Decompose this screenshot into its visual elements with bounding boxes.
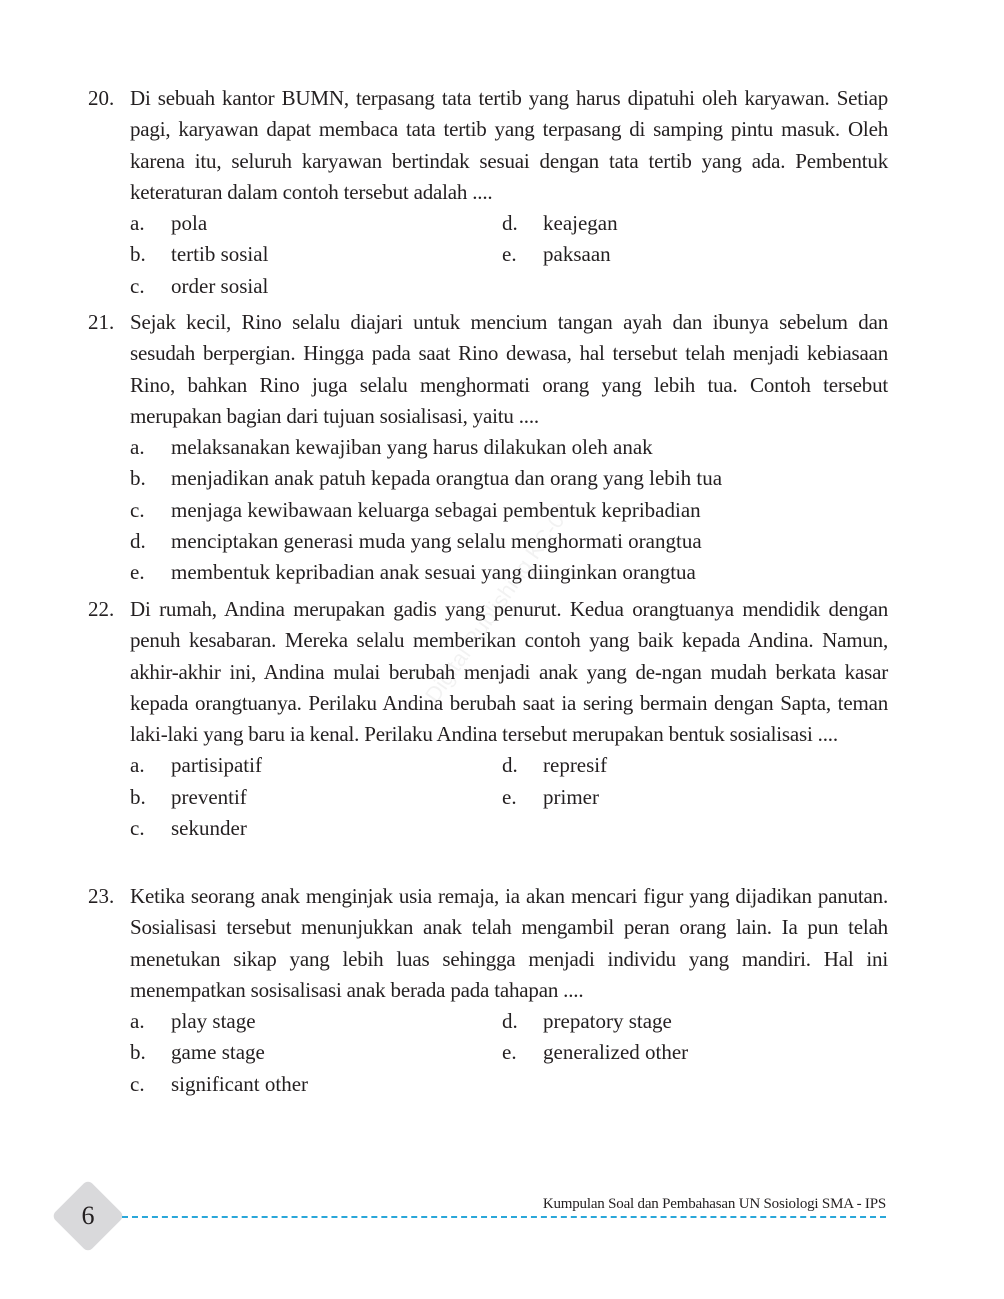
question-text: Ketika seorang anak menginjak usia remaja, ia akan mencari figur yang dijadikan panutan. Sosialisasi tersebut menunjukkan anak telah mengambil peran orang lain. Ia pun telah menetukan sikap yang lebih luas sehingga menjadi individu yang mandiri. Hal ini menempatkan sosisalisasi anak berada pada tahapan .... — [130, 884, 888, 1002]
option-a — [130, 750, 502, 781]
option-c — [130, 1069, 502, 1100]
option-b — [130, 239, 502, 270]
option-e — [130, 557, 888, 588]
option-letter: e. — [130, 560, 145, 585]
option-letter: d. — [502, 753, 518, 778]
option-a — [130, 432, 888, 463]
option-text: significant other — [171, 1071, 309, 1096]
option-d — [502, 750, 888, 781]
option-d — [502, 1006, 888, 1037]
question-number: 22. — [88, 597, 115, 621]
option-text: membentuk kepribadian anak sesuai yang diinginkan orangtua — [171, 560, 696, 585]
option-e — [502, 239, 888, 270]
option-a — [130, 1006, 502, 1037]
option-b — [130, 782, 502, 813]
question-number: 23. — [88, 884, 115, 908]
footer-dashed-divider — [122, 1216, 886, 1218]
option-text: menciptakan generasi muda yang selalu menghormati orangtua — [171, 529, 702, 554]
option-letter: d. — [130, 529, 146, 554]
question-20 — [88, 83, 888, 302]
option-e — [502, 782, 888, 813]
option-c — [130, 495, 888, 526]
option-c — [130, 271, 502, 302]
question-number: 21. — [88, 310, 115, 334]
option-c — [130, 813, 502, 844]
option-d — [130, 526, 888, 557]
options — [130, 208, 888, 302]
options — [130, 432, 888, 588]
option-letter: c. — [130, 497, 145, 522]
option-text: sekunder — [171, 816, 247, 841]
option-letter: e. — [502, 784, 517, 809]
option-letter: c. — [130, 273, 145, 298]
option-text: order sosial — [171, 273, 269, 298]
option-text: pola — [171, 211, 208, 236]
question-21 — [88, 307, 888, 589]
question-23 — [88, 881, 888, 1100]
option-text: menjaga kewibawaan keluarga sebagai pembentuk kepribadian — [171, 497, 701, 522]
question-text: Di rumah, Andina merupakan gadis yang penurut. Kedua orangtuanya mendidik dengan penuh kesabaran. Mereka selalu memberikan contoh yang baik kepada Andina. Namun, akhir-akhir ini, Andina mulai berubah menjadi anak yang de-ngan mudah berkata kasar kepada orangtuanya. Perilaku Andina berubah saat ia sering bermain dengan Sapta, teman laki-laki yang baru ia kenal. Perilaku Andina tersebut merupakan bentuk sosialisasi .... — [130, 597, 888, 747]
option-letter: c. — [130, 1071, 145, 1096]
question-22 — [88, 594, 888, 844]
option-b — [130, 1037, 502, 1068]
option-letter: c. — [130, 816, 145, 841]
book-title: Kumpulan Soal dan Pembahasan UN Sosiologi SMA - IPS — [542, 1196, 886, 1212]
option-text: menjadikan anak patuh kepada orangtua dan orang yang lebih tua — [171, 466, 723, 491]
options — [130, 750, 888, 844]
option-letter: a. — [130, 211, 145, 236]
option-text: keajegan — [543, 211, 618, 236]
option-letter: b. — [130, 1040, 146, 1065]
option-text: game stage — [171, 1040, 265, 1065]
watermark: Digital Publishing KC-02 — [419, 498, 577, 708]
option-text: melaksanakan kewajiban yang harus dilakukan oleh anak — [171, 435, 653, 460]
options — [130, 1006, 888, 1100]
option-text: play stage — [171, 1009, 256, 1034]
option-text: tertib sosial — [171, 242, 269, 267]
option-e — [502, 1037, 888, 1068]
option-text: preventif — [171, 784, 247, 809]
option-letter: a. — [130, 753, 145, 778]
option-letter: a. — [130, 435, 145, 460]
option-text: prepatory stage — [543, 1009, 672, 1034]
option-text: represif — [543, 753, 608, 778]
option-letter: b. — [130, 466, 146, 491]
option-letter: e. — [502, 1040, 517, 1065]
option-d — [502, 208, 888, 239]
question-text: Di sebuah kantor BUMN, terpasang tata tertib yang harus dipatuhi oleh karyawan. Setiap pagi, karyawan dapat membaca tata tertib yang terpasang di samping pintu masuk. Oleh karena itu, seluruh karyawan bertindak sesuai dengan tata tertib yang ada. Pembentuk keteraturan dalam contoh tersebut adalah .... — [130, 86, 888, 204]
page-number: 6 — [81, 1201, 95, 1230]
option-text: primer — [543, 784, 599, 809]
option-text: partisipatif — [171, 753, 262, 778]
question-number: 20. — [88, 86, 115, 110]
option-text: generalized other — [543, 1040, 689, 1065]
option-letter: d. — [502, 1009, 518, 1034]
option-letter: a. — [130, 1009, 145, 1034]
option-letter: e. — [502, 242, 517, 267]
option-letter: b. — [130, 242, 146, 267]
option-b — [130, 463, 888, 494]
question-text: Sejak kecil, Rino selalu diajari untuk mencium tangan ayah dan ibunya sebelum dan sesudah berpergian. Hingga pada saat Rino dewasa, hal tersebut telah menjadi kebiasaan Rino, bahkan Rino juga selalu menghormati orang yang lebih tua. Contoh tersebut merupakan bagian dari tujuan sosialisasi, yaitu .... — [130, 310, 888, 428]
option-text: paksaan — [543, 242, 611, 267]
option-letter: b. — [130, 784, 146, 809]
option-letter: d. — [502, 211, 518, 236]
option-a — [130, 208, 502, 239]
